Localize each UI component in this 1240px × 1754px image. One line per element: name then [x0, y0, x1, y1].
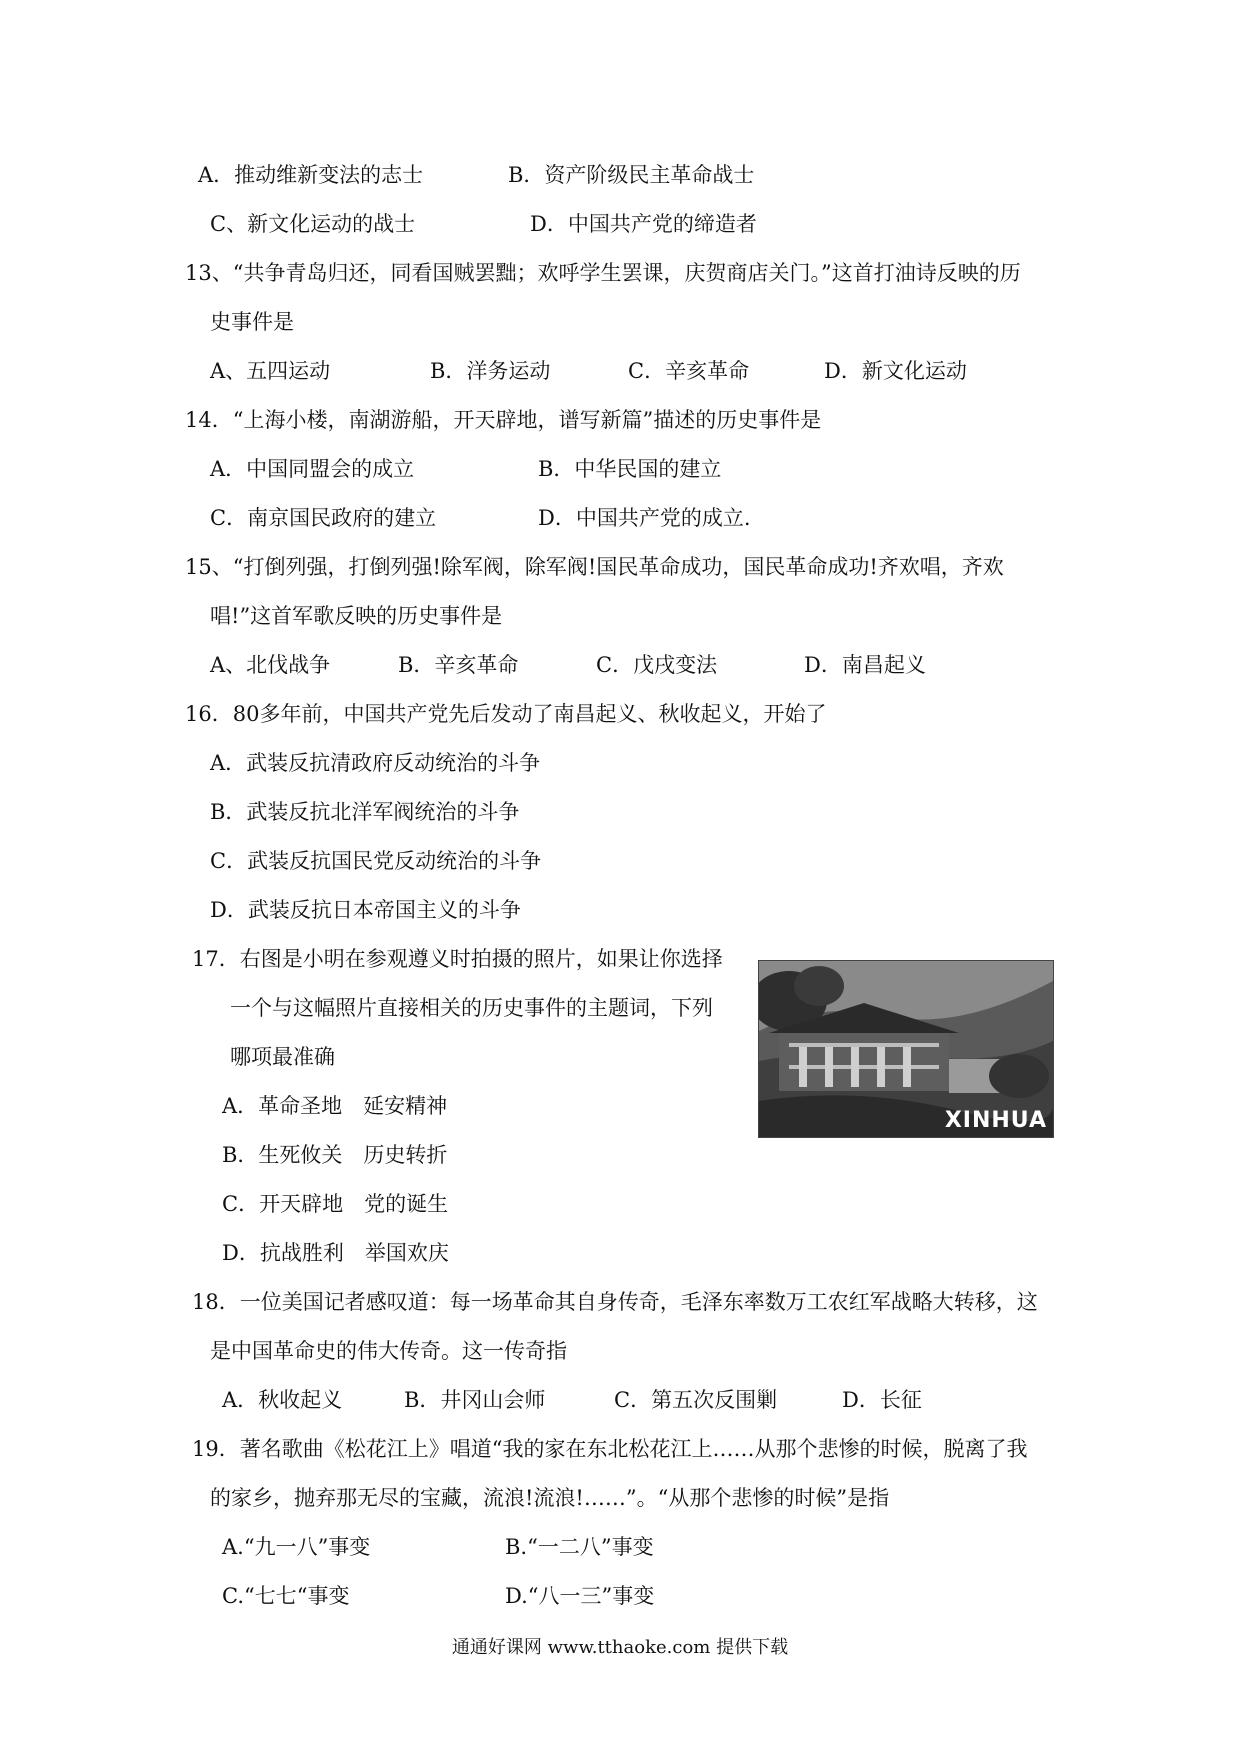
q15-option-d: D．南昌起义: [804, 653, 926, 677]
q13-stem-line1: 13、“共争青岛归还，同看国贼罢黜；欢呼学生罢课，庆贺商店关门。”这首打油诗反映的历: [185, 261, 1021, 285]
q16-option-a: A．武装反抗清政府反动统治的斗争: [210, 751, 541, 775]
q18-option-b: B．井冈山会师: [404, 1388, 546, 1412]
q12-option-c: C、新文化运动的战士: [210, 212, 416, 236]
q13-option-a: A、五四运动: [210, 359, 331, 383]
q17-stem-line2: 一个与这幅照片直接相关的历史事件的主题词，下列: [230, 996, 713, 1020]
q15-option-a: A、北伐战争: [210, 653, 331, 677]
q15-option-b: B．辛亥革命: [398, 653, 519, 677]
q16-stem-line1: 16．80多年前，中国共产党先后发动了南昌起义、秋收起义，开始了: [185, 702, 827, 726]
q12-option-b: B．资产阶级民主革命战士: [508, 163, 755, 187]
q12-option-a: A．推动维新变法的志士: [198, 163, 424, 187]
q15-option-c: C．戊戌变法: [596, 653, 718, 677]
q18-option-a: A．秋收起义: [222, 1388, 343, 1412]
q12-option-d: D．中国共产党的缔造者: [530, 212, 757, 236]
q14-option-a: A．中国同盟会的成立: [210, 457, 415, 481]
q17-option-c: C．开天辟地 党的诞生: [222, 1192, 449, 1216]
q17-option-b: B．生死攸关 历史转折: [222, 1143, 448, 1167]
q13-stem-line2: 史事件是: [210, 310, 294, 334]
q14-option-c: C．南京国民政府的建立: [210, 506, 437, 530]
q17-option-d: D．抗战胜利 举国欢庆: [222, 1241, 449, 1265]
q16-option-b: B．武装反抗北洋军阀统治的斗争: [210, 800, 520, 824]
zunyi-photo: [758, 960, 1054, 1138]
q14-option-b: B．中华民国的建立: [538, 457, 722, 481]
q14-option-d: D．中国共产党的成立.: [538, 506, 751, 530]
page-footer: 通通好课网 www.tthaoke.com 提供下载: [451, 1637, 789, 1658]
q18-stem-line1: 18．一位美国记者感叹道：每一场革命其自身传奇，毛泽东率数万工农红军战略大转移，这: [192, 1290, 1038, 1314]
q13-option-d: D．新文化运动: [824, 359, 967, 383]
q18-option-c: C．第五次反围剿: [614, 1388, 778, 1412]
q19-option-a: A.“九一八”事变: [222, 1535, 371, 1559]
q14-stem-line1: 14．“上海小楼，南湖游船，开天辟地，谱写新篇”描述的历史事件是: [185, 408, 822, 432]
q19-option-c: C.“七七“事变: [222, 1584, 350, 1608]
photo-caption: XINHUA: [944, 1108, 1047, 1133]
q17-option-a: A．革命圣地 延安精神: [222, 1094, 448, 1118]
q19-option-d: D.“八一三”事变: [505, 1584, 655, 1608]
q13-option-c: C．辛亥革命: [628, 359, 750, 383]
q19-stem-line2: 的家乡，抛弃那无尽的宝藏，流浪!流浪!……”。“从那个悲惨的时候”是指: [210, 1486, 890, 1510]
q18-option-d: D．长征: [842, 1388, 922, 1412]
q15-stem-line2: 唱!”这首军歌反映的历史事件是: [210, 604, 503, 628]
q19-stem-line1: 19．著名歌曲《松花江上》唱道“我的家在东北松花江上……从那个悲惨的时候，脱离了我: [192, 1437, 1028, 1461]
q13-option-b: B．洋务运动: [430, 359, 551, 383]
q15-stem-line1: 15、“打倒列强，打倒列强!除军阀，除军阀!国民革命成功，国民革命成功!齐欢唱，齐欢: [185, 555, 1004, 579]
q19-option-b: B.“一二八”事变: [505, 1535, 654, 1559]
q16-option-d: D．武装反抗日本帝国主义的斗争: [210, 898, 521, 922]
q17-stem-line3: 哪项最准确: [230, 1045, 335, 1069]
q16-option-c: C．武装反抗国民党反动统治的斗争: [210, 849, 542, 873]
q17-stem-line1: 17．右图是小明在参观遵义时拍摄的照片，如果让你选择: [192, 947, 723, 971]
q18-stem-line2: 是中国革命史的伟大传奇。这一传奇指: [210, 1339, 567, 1363]
